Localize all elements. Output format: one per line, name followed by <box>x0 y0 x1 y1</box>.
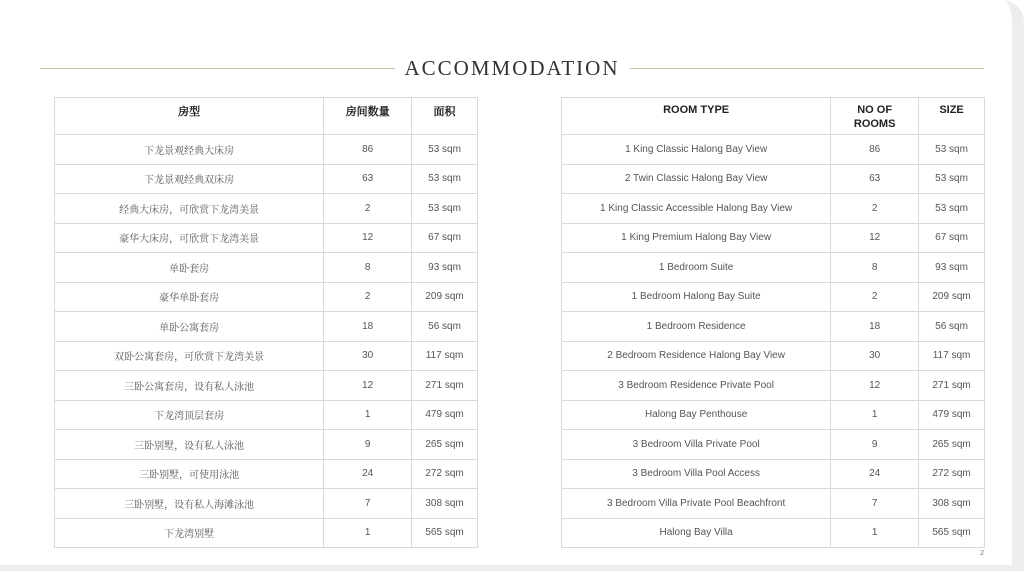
cell-room-count: 2 <box>324 194 412 224</box>
cell-room-type: 下龙湾顶层套房 <box>55 400 324 430</box>
cell-size: 53 sqm <box>412 135 478 165</box>
table-row <box>562 253 985 283</box>
page-number: 2 <box>980 550 984 557</box>
cell-size: 56 sqm <box>919 312 985 342</box>
table-row <box>562 282 985 312</box>
cell-room-type: 豪华单卧套房 <box>55 282 324 312</box>
chinese-accommodation-table <box>54 97 478 548</box>
cell-room-type: 2 Bedroom Residence Halong Bay View <box>562 341 831 371</box>
cell-room-count: 2 <box>324 282 412 312</box>
cell-room-count: 30 <box>831 341 919 371</box>
cell-room-count: 12 <box>831 223 919 253</box>
cell-size: 479 sqm <box>919 400 985 430</box>
cell-room-count: 12 <box>324 223 412 253</box>
cell-room-type: 豪华大床房，可欣赏下龙湾美景 <box>55 223 324 253</box>
table-row <box>55 341 478 371</box>
title-rule-left <box>40 68 395 69</box>
cell-size: 56 sqm <box>412 312 478 342</box>
cell-room-type: 三卧公寓套房，设有私人泳池 <box>55 371 324 401</box>
table-row <box>562 135 985 165</box>
cell-room-count: 1 <box>324 400 412 430</box>
cell-room-count: 63 <box>324 164 412 194</box>
cell-room-count: 24 <box>831 459 919 489</box>
cell-room-count: 12 <box>831 371 919 401</box>
cell-room-count: 1 <box>324 518 412 548</box>
cell-room-type: 1 Bedroom Residence <box>562 312 831 342</box>
cell-size: 67 sqm <box>919 223 985 253</box>
cell-size: 53 sqm <box>919 164 985 194</box>
cell-size: 67 sqm <box>412 223 478 253</box>
table-row <box>562 518 985 548</box>
cell-size: 271 sqm <box>412 371 478 401</box>
header-size: 面积 <box>412 98 478 135</box>
cell-room-type: 1 King Premium Halong Bay View <box>562 223 831 253</box>
cell-room-count: 9 <box>324 430 412 460</box>
table-row <box>55 253 478 283</box>
page-title: ACCOMMODATION <box>404 55 620 80</box>
table-row <box>55 518 478 548</box>
cell-size: 272 sqm <box>412 459 478 489</box>
table-row <box>55 223 478 253</box>
cell-room-type: 三卧别墅，设有私人海滩泳池 <box>55 489 324 519</box>
table-row <box>562 459 985 489</box>
table-row <box>55 430 478 460</box>
table-row <box>55 282 478 312</box>
cell-room-type: 下龙景观经典双床房 <box>55 164 324 194</box>
cell-room-count: 1 <box>831 400 919 430</box>
title-row <box>40 54 984 82</box>
header-room-count: 房间数量 <box>324 98 412 135</box>
cell-room-type: 单卧公寓套房 <box>55 312 324 342</box>
table-row <box>562 164 985 194</box>
table-header-row <box>55 98 478 135</box>
cell-room-type: 1 King Classic Halong Bay View <box>562 135 831 165</box>
cell-room-type: Halong Bay Penthouse <box>562 400 831 430</box>
cell-room-count: 8 <box>831 253 919 283</box>
cell-size: 271 sqm <box>919 371 985 401</box>
cell-room-type: 3 Bedroom Residence Private Pool <box>562 371 831 401</box>
cell-room-type: 3 Bedroom Villa Private Pool Beachfront <box>562 489 831 519</box>
table-row <box>55 371 478 401</box>
cell-room-count: 7 <box>831 489 919 519</box>
table-row <box>55 489 478 519</box>
cell-room-count: 8 <box>324 253 412 283</box>
table-row <box>55 164 478 194</box>
table-row <box>55 194 478 224</box>
header-size: SIZE <box>919 98 985 135</box>
cell-size: 53 sqm <box>412 194 478 224</box>
cell-size: 565 sqm <box>919 518 985 548</box>
cell-room-type: Halong Bay Villa <box>562 518 831 548</box>
table-row <box>562 489 985 519</box>
cell-room-count: 63 <box>831 164 919 194</box>
cell-size: 53 sqm <box>919 194 985 224</box>
cell-room-type: 下龙景观经典大床房 <box>55 135 324 165</box>
cell-size: 209 sqm <box>412 282 478 312</box>
cell-size: 53 sqm <box>919 135 985 165</box>
cell-room-type: 经典大床房，可欣赏下龙湾美景 <box>55 194 324 224</box>
table-row <box>562 430 985 460</box>
cell-room-count: 2 <box>831 282 919 312</box>
table-row <box>562 312 985 342</box>
cell-room-type: 1 King Classic Accessible Halong Bay View <box>562 194 831 224</box>
table-row <box>55 312 478 342</box>
header-room-count: NO OF ROOMS <box>831 98 919 135</box>
cell-size: 53 sqm <box>412 164 478 194</box>
table-row <box>562 371 985 401</box>
cell-room-count: 2 <box>831 194 919 224</box>
cell-room-type: 三卧别墅，设有私人泳池 <box>55 430 324 460</box>
cell-room-count: 30 <box>324 341 412 371</box>
cell-room-type: 3 Bedroom Villa Pool Access <box>562 459 831 489</box>
table-row <box>55 400 478 430</box>
cell-size: 209 sqm <box>919 282 985 312</box>
cell-size: 117 sqm <box>412 341 478 371</box>
table-row <box>55 135 478 165</box>
cell-room-count: 12 <box>324 371 412 401</box>
cell-room-count: 24 <box>324 459 412 489</box>
cell-room-count: 86 <box>324 135 412 165</box>
table-row <box>562 341 985 371</box>
cell-size: 93 sqm <box>412 253 478 283</box>
table-row <box>562 194 985 224</box>
cell-room-count: 9 <box>831 430 919 460</box>
cell-room-type: 2 Twin Classic Halong Bay View <box>562 164 831 194</box>
cell-room-type: 1 Bedroom Suite <box>562 253 831 283</box>
cell-room-count: 18 <box>831 312 919 342</box>
cell-size: 272 sqm <box>919 459 985 489</box>
cell-size: 308 sqm <box>919 489 985 519</box>
cell-size: 308 sqm <box>412 489 478 519</box>
cell-room-type: 单卧套房 <box>55 253 324 283</box>
cell-size: 479 sqm <box>412 400 478 430</box>
cell-size: 565 sqm <box>412 518 478 548</box>
cell-size: 93 sqm <box>919 253 985 283</box>
header-room-type: 房型 <box>55 98 324 135</box>
table-row <box>562 400 985 430</box>
cell-room-type: 三卧别墅，可使用泳池 <box>55 459 324 489</box>
table-row <box>562 223 985 253</box>
cell-room-count: 86 <box>831 135 919 165</box>
table-header-row <box>562 98 985 135</box>
cell-room-count: 18 <box>324 312 412 342</box>
title-rule-right <box>630 68 985 69</box>
cell-size: 265 sqm <box>412 430 478 460</box>
cell-room-type: 3 Bedroom Villa Private Pool <box>562 430 831 460</box>
cell-room-count: 1 <box>831 518 919 548</box>
cell-room-type: 双卧公寓套房，可欣赏下龙湾美景 <box>55 341 324 371</box>
english-accommodation-table <box>561 97 985 548</box>
cell-room-type: 下龙湾别墅 <box>55 518 324 548</box>
header-room-type: ROOM TYPE <box>562 98 831 135</box>
cell-room-count: 7 <box>324 489 412 519</box>
cell-size: 265 sqm <box>919 430 985 460</box>
cell-size: 117 sqm <box>919 341 985 371</box>
table-row <box>55 459 478 489</box>
cell-room-type: 1 Bedroom Halong Bay Suite <box>562 282 831 312</box>
